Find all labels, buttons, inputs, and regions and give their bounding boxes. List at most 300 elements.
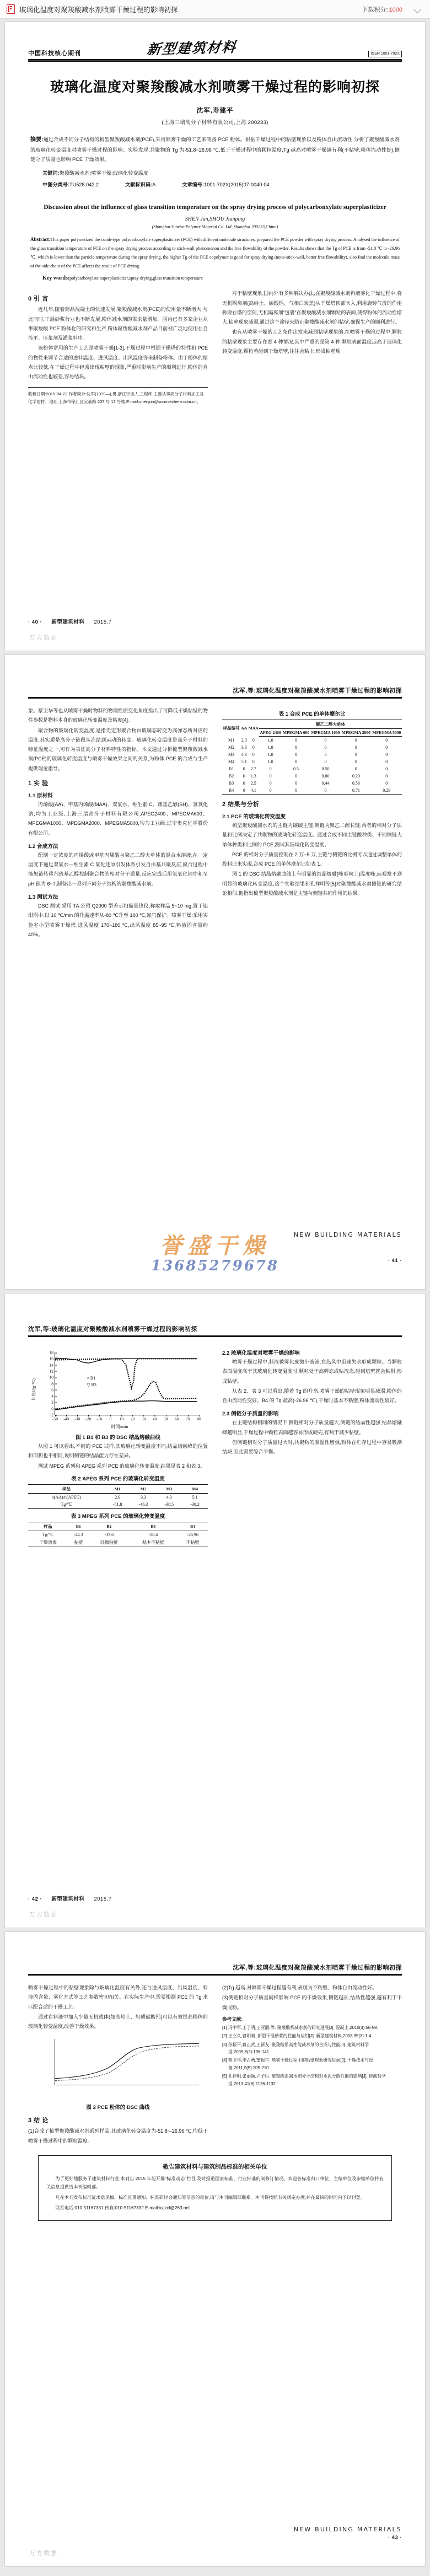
page-number: · 43 · — [388, 2535, 402, 2541]
running-head-text: 沈军,等:玻璃化温度对聚羧酸减水剂喷雾干燥过程的影响初探 — [233, 688, 402, 694]
cell-value: 0 — [294, 774, 297, 779]
clc-number — [42, 180, 99, 188]
chart-x-tick: 30 — [142, 1415, 146, 1421]
pdf-page-scroll-area[interactable] — [0, 19, 430, 2576]
table-1 — [222, 720, 402, 795]
cell-value: 0 — [354, 745, 357, 750]
running-head-rule — [28, 697, 402, 699]
table-row — [28, 1538, 208, 1547]
cell-value: -38.5 — [156, 1501, 182, 1509]
dsc-chart-2 — [35, 2035, 205, 2101]
keywords-text-en: polycarboxylate superplasticizer,spray drying,glass transition temperature — [69, 276, 203, 281]
chart-x-tick: 80 — [197, 1415, 201, 1421]
cell-value: -33.6 — [104, 1532, 114, 1537]
reference-item: [3] 孙振平,蒋正武,王新友. 聚羧酸系高性能减水剂的合成与性能[J]. 建筑材料学报,2005,8(2):136-141. — [222, 2042, 369, 2055]
page-number: · 42 · — [28, 1896, 42, 1902]
table-row — [28, 1501, 208, 1509]
cell-value: 0 — [294, 738, 297, 743]
pdf-icon — [7, 4, 15, 14]
cell-value: 4.3 — [241, 752, 247, 757]
abstract-text-cn: 通过合成不同分子结构的梳型聚羧酸减水剂(PCE),采用喷雾干燥的工艺来制备 PCE 粉体。根据干燥过程中的粘壁现象以及粉体自由流动性,分析了聚羧酸减水剂的玻璃化转变温度对喷雾干燥过程的影响。实验发现,共聚物的 Tg 为-51.8~26.96 ℃,低于干燥过程中的颗粒温度,Tg 越高对喷雾干燥越有利(不粘壁,粉体流动性好),侧链分子质量也影响 PCE 干燥效果。 — [30, 137, 400, 163]
table-row — [28, 1493, 208, 1501]
chart-x-tick: -30 — [74, 1415, 80, 1421]
journal-masthead-logo: 新型建筑材料 — [146, 39, 238, 58]
section-heading-2-3: 2.3 侧链分子质量的影响 — [222, 1411, 279, 1418]
paragraph: 在主链结构相同的情况下,侧链相对分子质量越大,侧链的结晶性越强,结晶熔融峰越明显,干燥过程中颗粒表面越容易形成硬壳,有利于减少粘壁。 — [222, 1420, 402, 1435]
notice-title: 敬告建筑材料与建筑制品标准的相关单位 — [163, 2163, 267, 2170]
cell-value: 0 — [385, 752, 388, 757]
cell-value: 0 — [310, 787, 341, 795]
chart-curves — [55, 1353, 199, 1415]
reference-item: [2] 王立久,曹明莉. 新型干混砂浆的性能与应用[J]. 新型建筑材料,2008,35(3):1-4. — [222, 2033, 373, 2039]
footer-journal-name: 新型建筑材料 — [51, 619, 85, 625]
affiliation-cn: (上海三瑞高分子材料有限公司,上海 200233) — [162, 120, 268, 126]
cell-value: 0 — [294, 759, 297, 764]
cell-value: 0 — [269, 766, 272, 771]
table-row — [222, 751, 402, 758]
table-header-cell: B2 — [89, 1522, 129, 1531]
cell-value: -28.4 — [148, 1532, 158, 1537]
download-points-label: 下载积分: — [362, 6, 388, 13]
chart-y-tick: 6 — [51, 1387, 55, 1392]
footer-journal-name: 新型建筑材料 — [51, 1896, 85, 1902]
pdf-page-2 — [5, 655, 425, 1289]
th-mpegma2000: MPEGMA 2000 — [341, 729, 371, 737]
section-heading-2-2: 2.2 玻璃化温度对喷雾干燥的影响 — [222, 1350, 300, 1356]
footer-journal-en: NEW BUILDING MATERIALS — [293, 2526, 402, 2533]
classification-row — [30, 180, 400, 188]
column-left — [28, 289, 208, 406]
abstract-block-cn — [30, 135, 400, 188]
th-sample: 样品编号 — [222, 720, 240, 737]
table-header-cell: 样品 — [28, 1484, 105, 1493]
cell-value: 2.7 — [250, 766, 256, 771]
abstract-text-en: This paper polymerized the comb-type polycarboxylate superplasticizer (PCE) with different molecule structures, prepared the PCE powder with spray drying process. Analysed the influence of the glass transition temperature of PCE on the spray drying process according to stick-wall phenomenon and the free flowability of the powder. Results shows that the Tg of PCE is from -51.8 ℃ to -26.96 ℃, which is lower than the particle temperature during the spray drying, the higher Tg of the PCE copolymer is good for spray drying (none-stick-well, better free flowability), also find the molecule mass of the side chain of the PCE affects the result of PCE drying. — [30, 237, 400, 269]
cell-value: 轻微粘壁 — [89, 1538, 129, 1547]
chart-x-tick: 20 — [131, 1415, 135, 1421]
keywords-cn — [30, 169, 400, 176]
cell-value: 0.29 — [372, 787, 402, 795]
masthead-rule — [28, 59, 402, 62]
download-points — [362, 5, 402, 14]
cell-value: 0 — [385, 759, 388, 764]
chart-plot-area-2 — [55, 2039, 199, 2085]
cell-value: 2.0 — [241, 737, 247, 743]
cell-sample-id: B2 — [228, 774, 234, 779]
article-id — [182, 180, 269, 188]
chart-y-tick: 16 — [50, 1356, 56, 1361]
watermark-brand: 誉盛干燥 — [160, 1233, 270, 1259]
column-right — [222, 1983, 402, 2146]
table-2 — [28, 1484, 208, 1509]
th-mpegma1000: MPEGMA 1000 — [310, 729, 341, 737]
cell-value: -26.96 — [187, 1532, 198, 1537]
legend-item-b1: × B1 — [87, 1375, 96, 1381]
cell-value: 0 — [385, 774, 388, 779]
cell-value: 0 — [252, 752, 255, 757]
cell-value: 0 — [354, 752, 357, 757]
cell-value: -30.2 — [182, 1501, 208, 1509]
footer-issue: 2015.7 — [94, 1896, 112, 1902]
cell-value: 5.1 — [241, 759, 247, 764]
column-left — [28, 706, 208, 940]
th-mpegma5000: MPEGMA 5000 — [372, 729, 402, 737]
cell-value: 0 — [324, 738, 327, 743]
page-footer-3 — [28, 1895, 112, 1902]
footer-journal-en: NEW BUILDING MATERIALS — [293, 1231, 402, 1238]
cell-value: 1.0 — [267, 745, 273, 750]
cell-value: 0.5 — [293, 766, 299, 771]
cell-value: 粘壁 — [68, 1538, 89, 1547]
cell-value: 0 — [385, 766, 388, 771]
paragraph: 但侧链相对分子质量过大时,共聚物的吸湿性增强,粉体在贮存过程中容易吸潮结块,因此需要综合平衡。 — [222, 1439, 402, 1455]
table-2-head — [28, 1484, 208, 1493]
section-heading-1-3: 1.3 测试方法 — [28, 894, 58, 900]
table-3 — [28, 1522, 208, 1547]
table-header-row — [28, 1522, 208, 1531]
clc-label: 中图分类号: — [42, 182, 69, 188]
page-footer-1 — [28, 618, 112, 625]
body-columns-page1 — [5, 289, 425, 406]
cell-value: Tg/℃ — [42, 1532, 53, 1537]
core-journal-badge: 中国科技核心期刊 — [28, 50, 81, 57]
table-header-cell: 样品 — [28, 1522, 68, 1531]
chart-legend — [87, 1375, 96, 1388]
paragraph: 从表 2、表 3 可以看出,随着 Tg 的升高,喷雾干燥的粘壁现象明显减弱,粉体的自由流动性变好。B4 的 Tg 最高(-26.96 ℃),干燥时基本不粘壁,粉体流动性最好。 — [222, 1388, 402, 1404]
cell-value: 0.50 — [321, 766, 330, 771]
running-head-rule — [28, 1335, 402, 1337]
th-maa: MAA — [248, 720, 259, 737]
cell-sample-id: B3 — [228, 781, 234, 786]
chart-y-axis-label: 比热J/(g·℃) — [31, 1378, 36, 1400]
document-title: 玻璃化温度对聚羧酸减水剂喷雾干燥过程的影响初探 — [19, 6, 178, 14]
chart-y-tick: 18 — [50, 1350, 56, 1355]
th-group-macromonomer: 聚乙二醇大单体 — [259, 720, 402, 729]
cell-value: 0 — [354, 759, 357, 764]
cell-value: 0 — [243, 774, 245, 779]
column-left — [28, 1983, 208, 2146]
running-head-text: 沈军,等:玻璃化温度对聚羧酸减水剂喷雾干燥过程的影响初探 — [233, 1965, 402, 1971]
cell-value: Tg/℃ — [28, 1501, 105, 1509]
section-heading-2: 2 结果与分析 — [222, 801, 260, 808]
running-head-3 — [5, 1294, 425, 1333]
chart-y-tick: 2 — [51, 1400, 55, 1405]
chart-series-b3-low — [55, 1382, 197, 1409]
cell-value: 0.44 — [321, 781, 330, 786]
cell-value: 0 — [269, 774, 272, 779]
cell-value: 0 — [385, 738, 388, 743]
th-apeg2400: APEG 2400 — [259, 729, 282, 737]
table-header-cell: M4 — [182, 1484, 208, 1493]
cell-sample-id: B1 — [228, 766, 234, 771]
section-heading-0: 0 引 言 — [28, 296, 49, 303]
cell-value: 0 — [252, 745, 255, 750]
cell-value: 基本不粘壁 — [129, 1538, 178, 1547]
reference-list — [222, 2024, 402, 2087]
section-heading-2-1: 2.1 PCE 的玻璃化转变温度 — [222, 814, 286, 820]
doccode-value: A — [152, 182, 156, 188]
paragraph: 从图 1 可以看出,不同的 PCE 试样,其玻璃化转变温度不同,结晶熔融峰的位置和面积也不相同,说明侧链的结晶能力存在差异。 — [28, 1443, 208, 1459]
table-1-body — [222, 737, 402, 795]
abstract-en — [30, 235, 400, 271]
table-header-cell: M3 — [156, 1484, 182, 1493]
paragraph: 也有从喷雾干燥的工艺条件出发来减弱粘壁现象的,在喷雾干燥的过程中,颗粒的粘壁现象主要存在着 4 种情况,其中严重的是第 4 种:颗粒表面温度远高于玻璃化转变温度,颗粒若碰到干燥塔壁,往往会粘上,形成粘壁现 — [222, 329, 402, 354]
chart-plot-area — [49, 1350, 201, 1421]
th-mpegma600: MPEGMA 600 — [282, 729, 310, 737]
footnote: 收稿日期:2015-04-22 作者简介:沈军(1979—),男,浙江宁波人,工程师,主要从事高分子材料加工及化学建材。地址:上海市徐汇区宜豪路 237 号 17 号楼,E-mail:shenjun@sunrisechem.com.cn。 — [28, 387, 208, 406]
paragraph: 图 1 的 DSC 结晶熔融曲线上有明显的结晶熔融(峰形向上)温度峰,而观察不到明显的玻璃化转变温度,这个实验结果和孔祥明等[5]对聚羧酸减水剂侧链的研究结论相似,他指出梳型聚羧酸减水剂是主链与侧链共同作用的结果。 — [222, 871, 402, 896]
chart-series-b1-low — [55, 1401, 197, 1410]
pdf-viewer-toolbar — [0, 0, 430, 19]
doccode-label: 文献标识码: — [125, 182, 153, 188]
wanfang-watermark: 万方数据 — [29, 635, 58, 641]
table-1-head — [222, 720, 402, 737]
table-row — [222, 772, 402, 780]
chart-y-tick: -2 — [50, 1413, 55, 1418]
authors-cn: 沈军,寿建平 — [196, 108, 234, 114]
paragraph: 近几年,随着商品混凝土的快速发展,聚羧酸减水剂(PCE)的使用量不断增大,与此同时,干混砂浆行业也不断发展,粉体减水剂的需求量增加。国内已有多家企业从事聚羧酸 PCE 粉体化的研究和生产,粉体聚羧酸减水剂产品目前被广泛地使用在自流平、压浆剂及灌浆料中。 — [28, 307, 208, 341]
abstract-label-en: Abstract: — [30, 236, 51, 242]
legend-item-b3: ▽ B3 — [87, 1382, 96, 1387]
keywords-label-cn: 关键词: — [42, 170, 60, 176]
reference-item: [4] 蔡卫华,李占勇,窦振宇. 喷雾干燥过程中的粘壁现象研究进展[J]. 干燥技术与设备,2011,9(5):205-210. — [222, 2058, 373, 2070]
table-3-caption: 表 3 MPEG 系列 PCE 的玻璃化转变温度 — [71, 1513, 165, 1520]
chart-x-tick: -10 — [96, 1415, 102, 1421]
cell-sample-id: M4 — [228, 759, 235, 764]
download-points-value: 1000 — [389, 6, 402, 13]
cell-value: 0 — [354, 738, 357, 743]
figure-1 — [28, 1348, 208, 1441]
wanfang-watermark: 万方数据 — [29, 1912, 58, 1918]
table-header-row — [222, 720, 402, 729]
column-right — [222, 1345, 402, 1547]
figure-1-caption: 图 1 B1 和 B3 的 DSC 结晶熔融曲线 — [76, 1435, 160, 1441]
cell-value: 0 — [294, 752, 297, 757]
cell-value: 0 — [294, 745, 297, 750]
chart-x-tick: 0 — [110, 1415, 112, 1421]
table-row — [222, 780, 402, 787]
page-footer-4 — [388, 2535, 402, 2541]
reference-item: [1] 冯中军,王子明,王亚丽,等. 聚羧酸系减水剂的研究进展[J]. 混凝土,2010(4):56-59. — [222, 2025, 378, 2030]
chart-x-tick: 50 — [164, 1415, 168, 1421]
artid-label: 文章编号: — [182, 182, 205, 188]
cell-value: 3.3 — [140, 1494, 146, 1500]
artid-value: 1001-702X(2015)07-0040-04 — [204, 182, 270, 188]
paragraph: PCE 的相对分子质量控制在 2 万~5 万,主链与侧链的比例可以通过调整单体的投料比来实现,合成 PCE 的单体摩尔比如表 1。 — [222, 851, 402, 867]
notice-paragraph: 联系电话:010-51167331 传真:010-51167332 E-mail:xxjzcl@263.net — [55, 2205, 190, 2210]
chart-y-tick: 4 — [51, 1394, 55, 1399]
notice-paragraph: 为了更好地服务于建筑材料行业,本刊自 2015 年起开辟“标准动态”栏目,及时报道国家标准、行业标准的制修订情况。欢迎各标准归口单位、主编单位及参编单位将有关信息提供给本刊编辑部。 — [46, 2176, 384, 2190]
chevron-down-icon[interactable] — [412, 4, 423, 15]
cell-value: 干燥效果 — [28, 1538, 68, 1547]
cell-value: 0 — [282, 787, 310, 795]
running-head-rule — [28, 1974, 402, 1976]
paragraph: (1)合成了梳型聚羧酸减水剂系列样品,其玻璃化转变温度为-51.8~-26.96 ℃,均低于喷雾干燥过程中的颗粒温度。 — [28, 2128, 208, 2144]
chart-y-tick: 10 — [50, 1375, 56, 1380]
page-footer-2 — [388, 1258, 402, 1264]
table-header-cell: B3 — [129, 1522, 178, 1531]
journal-masthead — [5, 22, 425, 57]
issn-box: ISSN 1001-702X — [368, 51, 402, 57]
page-title: 玻璃化温度对聚羧酸减水剂喷雾干燥过程的影响初探 — [50, 79, 380, 95]
dsc-chart — [31, 1348, 205, 1431]
chart-series-b3 — [55, 1359, 197, 1388]
cell-value: -46.3 — [131, 1501, 157, 1509]
cell-sample-id: M1 — [228, 737, 235, 743]
table-header-cell: B1 — [68, 1522, 89, 1531]
wanfang-watermark: 万方数据 — [29, 2550, 58, 2557]
paragraph: 通过在料液中加入少量无机载体(如高岭土、轻质碳酸钙)可以有效提高粉体的玻璃化转变温度,改善干燥效果。 — [28, 2014, 208, 2030]
reference-item: [5] 孔祥明,张丽颖,卢子臣. 聚羧酸系减水剂分子结构对水泥分散性能的影响[J]. 硅酸盐学报,2013,41(8):1126-1132. — [222, 2074, 386, 2086]
column-left — [28, 1345, 208, 1547]
keywords-text-cn: 聚羧酸减水剂;喷雾干燥;玻璃化转变温度 — [59, 170, 148, 176]
body-columns-page3 — [5, 1345, 425, 1547]
chart-x-tick: -40 — [63, 1415, 69, 1421]
paragraph: 喷雾干燥过程中,料液被雾化成微小液滴,在热风中迅速失水形成颗粒。当颗粒表面温度高于其玻璃化转变温度时,颗粒处于高弹态或粘流态,碰到塔壁就会粘附,形成粘壁。 — [222, 1359, 402, 1384]
editorial-notice-box — [38, 2155, 392, 2221]
cell-value: 4.3 — [166, 1494, 172, 1500]
keywords-en — [42, 275, 400, 281]
cell-value: 0 — [243, 766, 245, 771]
cell-value: 1.0 — [267, 738, 273, 743]
cell-value: 0 — [385, 745, 388, 750]
paragraph: 该粉体常用的生产工艺是喷雾干燥[1-3],干燥过程中根据干燥塔的特性和 PCE 的物性来调节合适的进料温度、进风温度、出风温度等来制备粉体。由于粉体的熔点比较低,在干燥过程中经常出现粘壁的现象,严重时影响生产的顺利进行,粉体的自由流动性也较差,容易结块。 — [28, 345, 208, 380]
cell-value: 0 — [324, 759, 327, 764]
chart-x-tick: -20 — [85, 1415, 91, 1421]
keywords-label-en: Key words: — [42, 275, 70, 282]
cell-value: 1.0 — [267, 759, 273, 764]
cell-value: 不粘壁 — [178, 1538, 208, 1547]
notice-paragraph: 凡在本刊发布标准征求意见稿、标准宣贯通知、标准研讨会通知等信息的单位,请与本刊编辑部联系。本刊将按照有关规定办理,并在最快的时间内予以刊登。 — [55, 2195, 365, 2201]
paragraph: (2)Tg 越高,对喷雾干燥过程越有利,表现为不粘壁、粉体自由流动性好。 — [222, 1985, 378, 1990]
cell-value: 0 — [294, 781, 297, 786]
paragraph: 梳型聚羧酸减水剂的主链为碳碳主链,侧链为聚乙二醇长链,两者的相对分子质量和比例决定了共聚物的玻璃化转变温度。通过合成不同主链酸种类、不同侧链大单体种类和比例的 PCE,测试其玻璃化转变温度。 — [222, 823, 402, 847]
column-right — [222, 289, 402, 406]
table-1-caption: 表 1 合成 PCE 的单体摩尔比 — [278, 711, 346, 717]
chart-x-tick: 10 — [120, 1415, 124, 1421]
table-3-body — [28, 1531, 208, 1547]
abstract-label-cn: 摘要: — [30, 137, 44, 143]
section-heading-3: 3 结 论 — [28, 2117, 49, 2124]
watermark-phone: 13685279678 — [151, 1258, 279, 1274]
table-2-body — [28, 1493, 208, 1508]
running-head-text: 沈军,等:玻璃化温度对聚羧酸减水剂喷雾干燥过程的影响初探 — [28, 1326, 197, 1333]
table-row — [222, 758, 402, 765]
clc-value: TU528.042.2 — [69, 182, 99, 188]
cell-value: 1.3 — [250, 774, 256, 779]
cell-value: 0 — [240, 787, 248, 795]
body-columns-page4 — [5, 1983, 425, 2146]
section-heading-1-2: 1.2 合成方法 — [28, 843, 58, 850]
table-3-head — [28, 1522, 208, 1531]
cell-value: 2.5 — [250, 781, 256, 786]
figure-2 — [28, 2035, 208, 2111]
chart-curves-2 — [55, 2039, 199, 2085]
cell-value: 0 — [243, 781, 245, 786]
section-heading-1-1: 1.1 原材料 — [28, 792, 53, 799]
chart-x-tick: 70 — [186, 1415, 190, 1421]
page-number: · 41 · — [388, 1258, 402, 1264]
paragraph: 聚合物的玻璃化转变温度,是指无定形聚合物由玻璃态转变为高弹态所对应的温度,其实质是高分子链段从冻结到运动的转变。玻璃化转变温度是高分子材料的特征温度之一,可作为表征高分子材料特性的指标。本文通过分析梳型聚羧酸减水剂(PCE)的玻璃化转变温度与喷雾干燥效果之间的关系,为粉体 PCE 的合成与生产提供理论指导。 — [28, 727, 208, 771]
running-head-4 — [5, 1932, 425, 1972]
chart-x-axis-label: 时间/min — [111, 1424, 128, 1429]
cell-value: 4.1 — [248, 787, 259, 795]
cell-value: 0 — [252, 737, 255, 743]
table-2-caption: 表 2 APEG 系列 PCE 的玻璃化转变温度 — [71, 1475, 165, 1482]
table-row — [222, 787, 402, 795]
table-row — [222, 737, 402, 744]
table-row — [222, 744, 402, 751]
cell-value: 3.3 — [241, 745, 247, 750]
paragraph: 对于粘壁现象,国内外有多种解决办法,在聚羧酸减水剂料液雾化干燥过程中,将无机隔离剂(高岭土、碳酸钙、气相白炭黑)从干燥塔顶部吹入,利用旋转气流的作用弥散在塔的空间,无机隔离剂“包裹”在聚羧酸减水剂颗粒的表面,使得粉体的流动性增大,粘壁现象减弱,通过这个途径来防止聚羧酸减水剂的粘壁,确保生产的顺利进行。 — [222, 291, 402, 325]
chart-x-tick: 40 — [153, 1415, 157, 1421]
table-row — [222, 765, 402, 772]
abstract-cn — [30, 135, 400, 165]
table-header-row — [28, 1484, 208, 1493]
cell-value: 0.20 — [352, 774, 360, 779]
authors-en: SHEN Jun,SHOU Jianping — [185, 216, 245, 222]
cell-value: 0.56 — [352, 781, 360, 786]
paragraph: 配制一定浓度的丙烯酸或甲基丙烯酸与聚乙二醇大单体的混合水溶液,在一定温度下通过双氧水—维生素 C 氧化还原引发体系引发自由基共聚反应,聚合过程中滴加链转移剂巯基乙醇控制聚合物的相对分子质量,反应完成后用氢氧化钠中和至 pH 值为 6~7,制备出一系列不同分子结构的聚羧酸减水剂。 — [28, 852, 208, 887]
cell-value: 0 — [324, 752, 327, 757]
paragraph: (3)侧链相对分子质量同样影响 PCE 的干燥效果,侧链越长,结晶性越强,越有利于干燥成粉。 — [222, 1995, 402, 2010]
cell-value: 0 — [354, 766, 357, 771]
cell-value: 0.80 — [321, 774, 330, 779]
footer-issue: 2015.7 — [94, 619, 112, 625]
paragraph: DSC 测试:采用 TA 公司 Q2000 型差示扫描量热仪,称取样品 5~10 mg,置于铝坩埚中,以 10 ℃/min 的升温速率从-80 ℃升至 100 ℃,氮气保护。喷雾干燥:采用实验室小型喷雾干燥塔,进风温度 170~180 ℃,出风温度 85~95 ℃,料液固含量约 40%。 — [28, 903, 208, 937]
paragraph: 象。蔡卫华等也从喷雾干燥时物料的物理性质变化角度指出了可降低干燥粘壁的物性参数是物料本身的玻璃化转变温度及粘度[4]。 — [28, 708, 208, 723]
cell-sample-id: B4 — [222, 787, 240, 795]
paragraph: 丙烯酸(AA)、甲基丙烯酸(MAA)、双氧水、维生素 C、巯基乙醇(SH)、氢氧化钠,均为工业级,上海三瑞高分子材料有限公司;APEG2400、MPEGMA600、MPEGMA1000、MPEGMA2000、MPEGMA5000,均为工业级,辽宁奥克化学股份有限公司。 — [28, 801, 208, 836]
affiliation-en: (Shanghai Sunrise Polymer Material Co. Ltd.,Shanghai 200233,China) — [152, 224, 278, 229]
references-heading: 参考文献: — [222, 2016, 243, 2022]
pdf-page-4 — [5, 1932, 425, 2566]
pdf-page-1 — [5, 22, 425, 651]
cell-value: 0 — [385, 781, 388, 786]
running-head-2 — [5, 655, 425, 695]
section-heading-1: 1 实 验 — [28, 780, 49, 787]
chart-x-tick: 60 — [175, 1415, 179, 1421]
body-columns-page2 — [5, 706, 425, 940]
cell-value: 0 — [324, 745, 327, 750]
cell-value: n(AA)/n(APEG) — [51, 1494, 82, 1500]
column-right — [222, 706, 402, 940]
paragraph: 测试 MPEG 系列和 APEG 系列 PCE 的玻璃化转变温度,结果见表 2 和表 3。 — [38, 1463, 206, 1469]
th-aa: AA — [240, 720, 248, 737]
table-row — [28, 1531, 208, 1538]
pdf-page-3 — [5, 1294, 425, 1928]
cell-value: 1.0 — [267, 752, 273, 757]
chart-y-tick: 8 — [51, 1381, 55, 1386]
paragraph: 喷雾干燥过程中的粘壁现象除与玻璃化温度有关外,还与进风温度、出风温度、料液固含量、雾化方式等工艺参数密切相关。在实际生产中,需要根据 PCE 的 Tg 来匹配合适的干燥工艺。 — [28, 1985, 208, 2010]
chart-x-tick: -50 — [52, 1415, 58, 1421]
cell-value: 0 — [252, 759, 255, 764]
cell-value: 0 — [259, 787, 282, 795]
cell-value: -51.8 — [105, 1501, 131, 1509]
figure-2-caption: 图 2 PCE 粉体的 DSC 曲线 — [86, 2105, 150, 2111]
page-number: · 40 · — [28, 619, 42, 625]
cell-value: -44.3 — [73, 1532, 83, 1537]
cell-value: 0 — [269, 781, 272, 786]
cell-value: 2.0 — [115, 1494, 121, 1500]
cell-value: 5.1 — [192, 1494, 198, 1500]
cell-sample-id: M3 — [228, 752, 235, 757]
chart-y-tick: 14 — [50, 1362, 56, 1367]
title-en: Discussion about the influence of glass transition temperature on the spray drying process of polycarbonxylate superplasticizer — [44, 204, 386, 211]
table-header-cell: B4 — [178, 1522, 208, 1531]
document-code — [125, 180, 155, 188]
chart-y-tick: 12 — [50, 1368, 56, 1373]
